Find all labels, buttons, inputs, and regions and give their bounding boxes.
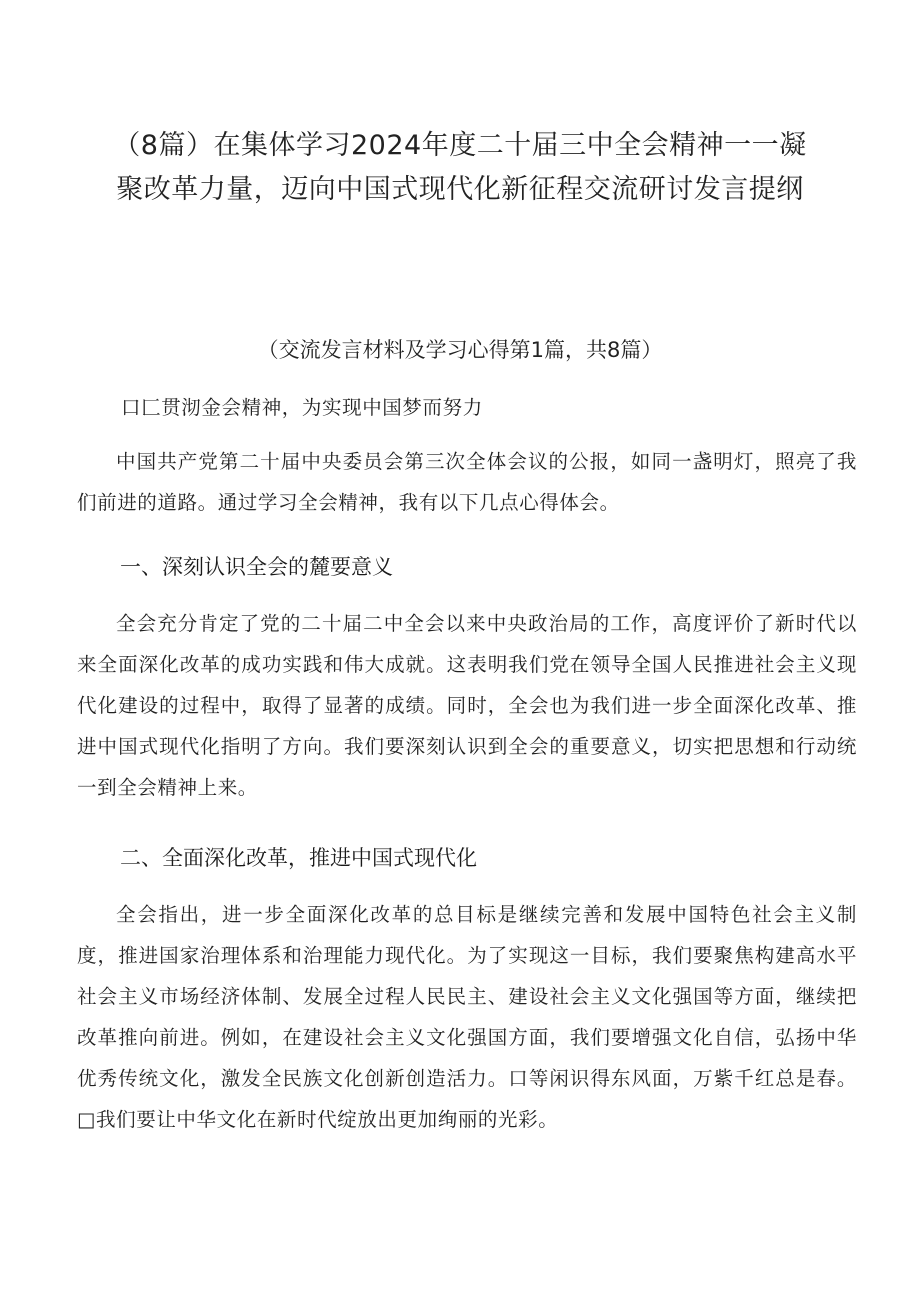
document-title: （8篇）在集体学习2024年度二十届三中全会精神一一凝聚改革力量，迈向中国式现代化新征程交流研讨发言提纲 [113, 130, 807, 205]
section-2-heading: 二、全面深化改革，推进中国式现代化 [120, 846, 477, 870]
document-subtitle: （交流发言材料及学习心得第1篇，共8篇） [257, 338, 663, 362]
section-1-heading: 一、深刻认识全会的麓要意义 [120, 555, 393, 579]
lead-line: 口匚贯沏金会精神，为实现中国梦而努力 [121, 396, 483, 419]
section-2-paragraph: 全会指出，进一步全面深化改革的总目标是继续完善和发展中国特色社会主义制度，推进国家治理体系和治理能力现代化。为了实现这一目标，我们要聚焦构建高水平社会主义市场经济体制、发展全过程人民民主、建设社会主义文化强国等方面，继续把改革推向前进。例如，在建设社会主义文化强国方面，我们要增强文化自信，弘扬中华优秀传统文化，激发全民族文化创新创造活力。口等闲识得东风面，万紫千红总是春。□我们要让中华文化在新时代绽放出更加绚丽的光彩。 [77, 903, 857, 1131]
section-1-paragraph: 全会充分肯定了党的二十届二中全会以来中央政治局的工作，高度评价了新时代以来全面深化改革的成功实践和伟大成就。这表明我们党在领导全国人民推进社会主义现代化建设的过程中，取得了显著的成绩。同时，全会也为我们进一步全面深化改革、推进中国式现代化指明了方向。我们要深刻认识到全会的重要意义，切实把思想和行动统一到全会精神上来。 [77, 612, 857, 799]
intro-paragraph: 中国共产党第二十届中央委员会第三次全体会议的公报，如同一盏明灯，照亮了我们前进的道路。通过学习全会精神，我有以下几点心得体会。 [77, 450, 857, 514]
